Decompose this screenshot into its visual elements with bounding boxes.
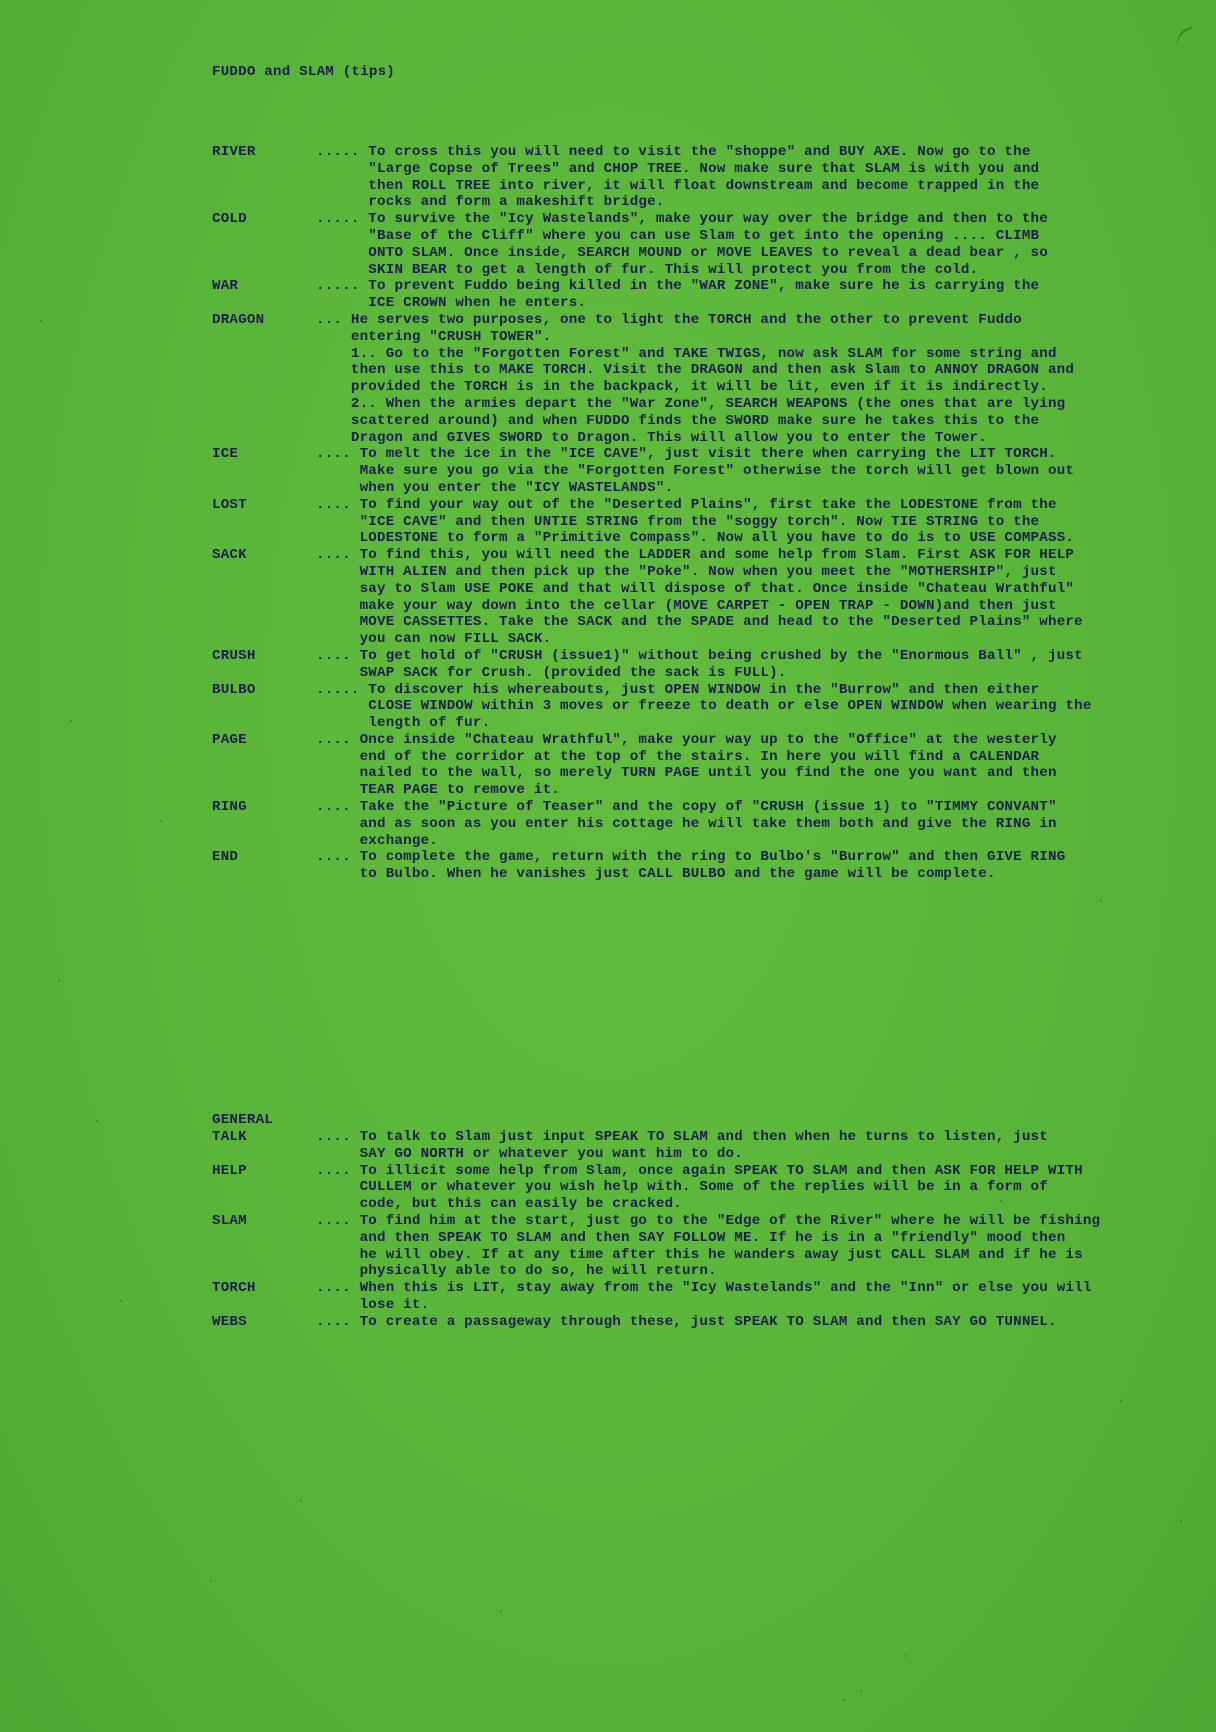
tip-leader-dots: .... xyxy=(316,647,360,664)
paper-speck xyxy=(120,1300,122,1302)
corner-pen-mark xyxy=(1172,26,1199,50)
tip-line-text: To find him at the start, just go to the "Edge of the River" where he will be fishing xyxy=(359,1212,1101,1229)
tip-text xyxy=(316,1213,1192,1280)
tip-keyword: RING xyxy=(212,799,247,816)
tip-leader-dots: .... xyxy=(316,731,360,748)
tip-line: code, but this can easily be cracked. xyxy=(359,1196,682,1213)
tip-line: CLOSE WINDOW within 3 moves or freeze to death or else OPEN WINDOW when wearing the xyxy=(368,698,1092,715)
tip-line xyxy=(316,648,1192,665)
tip-entry-dragon xyxy=(212,312,1192,446)
tip-keyword: WAR xyxy=(212,278,239,295)
tip-line: SAY GO NORTH or whatever you want him to do. xyxy=(359,1145,743,1162)
tips-list xyxy=(212,144,1192,883)
paper-speck xyxy=(70,720,72,722)
tip-line-text: To melt the ice in the "ICE CAVE", just visit there when carrying the LIT TORCH. xyxy=(359,446,1057,463)
tip-leader-dots: .... xyxy=(316,496,360,513)
tip-entry-sack xyxy=(212,547,1192,648)
tip-line-text: To prevent Fuddo being killed in the "WAR ZONE", make sure he is carrying the xyxy=(368,278,1040,295)
tip-leader-dots: ... xyxy=(316,311,351,328)
tip-entry-end xyxy=(212,849,1192,883)
tip-leader-dots: .... xyxy=(316,1313,360,1330)
tip-entry-bulbo xyxy=(212,682,1192,732)
tip-line: exchange. xyxy=(359,832,439,849)
tip-line xyxy=(316,497,1192,514)
tip-entry-ice xyxy=(212,446,1192,496)
tip-keyword: END xyxy=(212,849,239,866)
tip-keyword: WEBS xyxy=(212,1313,247,1330)
tip-leader-dots: ..... xyxy=(316,681,369,698)
tip-keyword: CRUSH xyxy=(212,647,256,664)
tip-leader-dots: ..... xyxy=(316,278,369,295)
paper-speck xyxy=(500,1610,502,1612)
tip-line xyxy=(316,278,1192,295)
tip-line xyxy=(316,312,1192,329)
tip-keyword: PAGE xyxy=(212,731,247,748)
tip-entry-cold xyxy=(212,211,1192,278)
tip-keyword: TORCH xyxy=(212,1280,256,1297)
tip-text xyxy=(316,799,1192,849)
tip-line xyxy=(316,144,1192,161)
tip-text xyxy=(316,144,1192,211)
tip-entry-talk xyxy=(212,1129,1192,1163)
tip-line: you can now FILL SACK. xyxy=(359,631,552,648)
paper-speck xyxy=(300,1500,302,1502)
tip-line: say to Slam USE POKE and that will dispose of that. Once inside "Chateau Wrathful" xyxy=(359,580,1075,597)
tip-keyword: ICE xyxy=(212,446,239,463)
tip-line: "Large Copse of Trees" and CHOP TREE. Now make sure that SLAM is with you and xyxy=(368,160,1040,177)
tip-line xyxy=(316,1213,1192,1230)
tip-line-text: Take the "Picture of Teaser" and the copy of "CRUSH (issue 1) to "TIMMY CONVANT" xyxy=(359,799,1057,816)
tip-line: 2.. When the armies depart the "War Zone", SEARCH WEAPONS (the ones that are lying xyxy=(350,395,1066,412)
tip-line-text: When this is LIT, stay away from the "Icy Wastelands" and the "Inn" or else you will xyxy=(359,1280,1092,1297)
paper-speck xyxy=(860,1690,862,1692)
tip-line xyxy=(316,211,1192,228)
tip-text xyxy=(316,497,1192,547)
tip-line: WITH ALIEN and then pick up the "Poke". Now when you meet the "MOTHERSHIP", just xyxy=(359,563,1057,580)
tip-leader-dots: .... xyxy=(316,849,360,866)
tip-keyword: RIVER xyxy=(212,144,256,160)
tip-line: lose it. xyxy=(359,1296,430,1313)
tip-line: to Bulbo. When he vanishes just CALL BULBO and the game will be complete. xyxy=(359,866,996,883)
tip-keyword: LOST xyxy=(212,496,247,513)
tip-leader-dots: ..... xyxy=(316,144,369,160)
paper-speck xyxy=(96,1120,98,1122)
tip-line: rocks and form a makeshift bridge. xyxy=(368,194,665,211)
tip-line: SKIN BEAR to get a length of fur. This will protect you from the cold. xyxy=(368,261,979,278)
tip-line xyxy=(316,547,1192,564)
tip-line: "ICE CAVE" and then UNTIE STRING from the "soggy torch". Now TIE STRING to the xyxy=(359,513,1040,530)
tip-line: 1.. Go to the "Forgotten Forest" and TAKE TWIGS, now ask SLAM for some string and xyxy=(350,345,1057,362)
paper-speck xyxy=(58,980,60,982)
tip-line: scattered around) and when FUDDO finds the SWORD make sure he takes this to the xyxy=(350,412,1040,429)
paper-speck xyxy=(160,820,162,822)
tip-line: LODESTONE to form a "Primitive Compass". Now all you have to do is to USE COMPASS. xyxy=(359,530,1075,547)
tip-line: nailed to the wall, so merely TURN PAGE until you find the one you want and then xyxy=(359,765,1057,782)
tip-line: Make sure you go via the "Forgotten Forest" otherwise the torch will get blown out xyxy=(359,463,1075,480)
tip-line: then ROLL TREE into river, it will float downstream and become trapped in the xyxy=(368,177,1040,194)
tip-line xyxy=(316,799,1192,816)
tip-text xyxy=(316,547,1192,648)
tip-line: physically able to do so, he will return. xyxy=(359,1263,717,1280)
tip-line-text: To illicit some help from Slam, once again SPEAK TO SLAM and then ASK FOR HELP WITH xyxy=(359,1162,1083,1179)
tip-line-text: To find your way out of the "Deserted Plains", first take the LODESTONE from the xyxy=(359,496,1057,513)
tip-line: MOVE CASSETTES. Take the SACK and the SPADE and head to the "Deserted Plains" where xyxy=(359,614,1083,631)
tip-text xyxy=(316,278,1192,312)
tip-text xyxy=(316,1314,1192,1331)
tip-line: ONTO SLAM. Once inside, SEARCH MOUND or MOVE LEAVES to reveal a dead bear , so xyxy=(368,244,1048,261)
tip-text xyxy=(316,1129,1192,1163)
tip-leader-dots: .... xyxy=(316,1280,360,1297)
tip-text xyxy=(316,732,1192,799)
tip-line: "Base of the Cliff" where you can use Slam to get into the opening .... CLIMB xyxy=(368,227,1040,244)
tip-text xyxy=(316,312,1192,446)
tip-text xyxy=(316,648,1192,682)
tip-line xyxy=(316,732,1192,749)
tip-line-text: To complete the game, return with the ring to Bulbo's "Burrow" and then GIVE RING xyxy=(359,849,1066,866)
tip-leader-dots: .... xyxy=(316,446,360,463)
tip-entry-slam xyxy=(212,1213,1192,1280)
tip-text xyxy=(316,211,1192,278)
tip-line: TEAR PAGE to remove it. xyxy=(359,782,560,799)
tip-line: end of the corridor at the top of the stairs. In here you will find a CALENDAR xyxy=(359,748,1040,765)
tip-line: SWAP SACK for Crush. (provided the sack is FULL). xyxy=(359,664,787,681)
paper-speck xyxy=(1100,900,1102,902)
tip-text xyxy=(316,849,1192,883)
tip-line: then use this to MAKE TORCH. Visit the DRAGON and then ask Slam to ANNOY DRAGON and xyxy=(350,362,1075,379)
tip-line xyxy=(316,1280,1192,1297)
tip-keyword: TALK xyxy=(212,1129,247,1145)
tip-keyword: HELP xyxy=(212,1162,247,1179)
tip-line-text: He serves two purposes, one to light the TORCH and the other to prevent Fuddo xyxy=(350,311,1022,328)
tip-leader-dots: .... xyxy=(316,799,360,816)
tip-text xyxy=(316,1280,1192,1314)
tip-line-text: To find this, you will need the LADDER and some help from Slam. First ASK FOR HELP xyxy=(359,547,1075,564)
tip-line-text: To survive the "Icy Wastelands", make your way over the bridge and then to the xyxy=(368,211,1048,228)
paper-speck xyxy=(905,1655,907,1657)
tip-keyword: BULBO xyxy=(212,681,256,698)
tip-keyword: SLAM xyxy=(212,1212,247,1229)
tip-text xyxy=(316,1163,1192,1213)
paper-speck xyxy=(1180,1520,1182,1522)
tip-line: provided the TORCH is in the backpack, it will be lit, even if it is indirectly. xyxy=(350,379,1048,396)
tip-line xyxy=(316,849,1192,866)
paper-speck xyxy=(1120,1400,1122,1402)
tip-line: make your way down into the cellar (MOVE CARPET - OPEN TRAP - DOWN)and then just xyxy=(359,597,1057,614)
tip-entry-page xyxy=(212,732,1192,799)
tip-text xyxy=(316,682,1192,732)
tip-line-text: Once inside "Chateau Wrathful", make your way up to the "Office" at the westerly xyxy=(359,731,1057,748)
tip-line xyxy=(316,446,1192,463)
tip-entry-lost xyxy=(212,497,1192,547)
tip-line xyxy=(316,682,1192,699)
tip-keyword: COLD xyxy=(212,211,247,228)
tip-line: and then SPEAK TO SLAM and then SAY FOLLOW ME. If he is in a "friendly" mood then xyxy=(359,1229,1066,1246)
tip-line xyxy=(316,1163,1192,1180)
tip-entry-crush xyxy=(212,648,1192,682)
tip-leader-dots: .... xyxy=(316,547,360,564)
tip-line: and as soon as you enter his cottage he will take them both and give the RING in xyxy=(359,815,1057,832)
tip-line: he will obey. If at any time after this he wanders away just CALL SLAM and if he is xyxy=(359,1246,1083,1263)
tip-line xyxy=(316,1314,1192,1331)
tip-entry-river xyxy=(212,144,1192,211)
tip-leader-dots: .... xyxy=(316,1129,360,1145)
tip-line-text: To discover his whereabouts, just OPEN WINDOW in the "Burrow" and then either xyxy=(368,681,1040,698)
tip-leader-dots: .... xyxy=(316,1212,360,1229)
tip-leader-dots: .... xyxy=(316,1162,360,1179)
tip-leader-dots: ..... xyxy=(316,211,369,228)
paper-speck xyxy=(210,1580,212,1582)
tip-line: ICE CROWN when he enters. xyxy=(368,295,587,312)
tip-entry-war xyxy=(212,278,1192,312)
tip-keyword: SACK xyxy=(212,547,247,564)
tip-entry-torch xyxy=(212,1280,1192,1314)
general-heading: GENERAL xyxy=(212,1112,273,1128)
paper-speck xyxy=(40,320,42,322)
paper-speck xyxy=(843,1699,845,1701)
tip-line-text: To talk to Slam just input SPEAK TO SLAM and then when he turns to listen, just xyxy=(359,1129,1048,1145)
page-title: FUDDO and SLAM (tips) xyxy=(212,64,395,80)
tip-entry-webs xyxy=(212,1314,1192,1331)
paper-speck xyxy=(1000,1200,1002,1202)
tip-keyword: DRAGON xyxy=(212,311,265,328)
tip-line: entering "CRUSH TOWER". xyxy=(350,328,552,345)
tip-line-text: To cross this you will need to visit the "shoppe" and BUY AXE. Now go to the xyxy=(368,144,1031,160)
tip-line: length of fur. xyxy=(368,715,491,732)
tip-line-text: To get hold of "CRUSH (issue1)" without being crushed by the "Enormous Ball" , just xyxy=(359,647,1083,664)
tip-entry-ring xyxy=(212,799,1192,849)
general-tips-list xyxy=(212,1129,1192,1331)
tip-line: Dragon and GIVES SWORD to Dragon. This will allow you to enter the Tower. xyxy=(350,429,987,446)
tip-line: when you enter the "ICY WASTELANDS". xyxy=(359,479,674,496)
tip-line-text: To create a passageway through these, just SPEAK TO SLAM and then SAY GO TUNNEL. xyxy=(359,1313,1057,1330)
tip-line xyxy=(316,1129,1192,1146)
tip-line: CULLEM or whatever you wish help with. Some of the replies will be in a form of xyxy=(359,1179,1048,1196)
tip-entry-help xyxy=(212,1163,1192,1213)
tip-text xyxy=(316,446,1192,496)
